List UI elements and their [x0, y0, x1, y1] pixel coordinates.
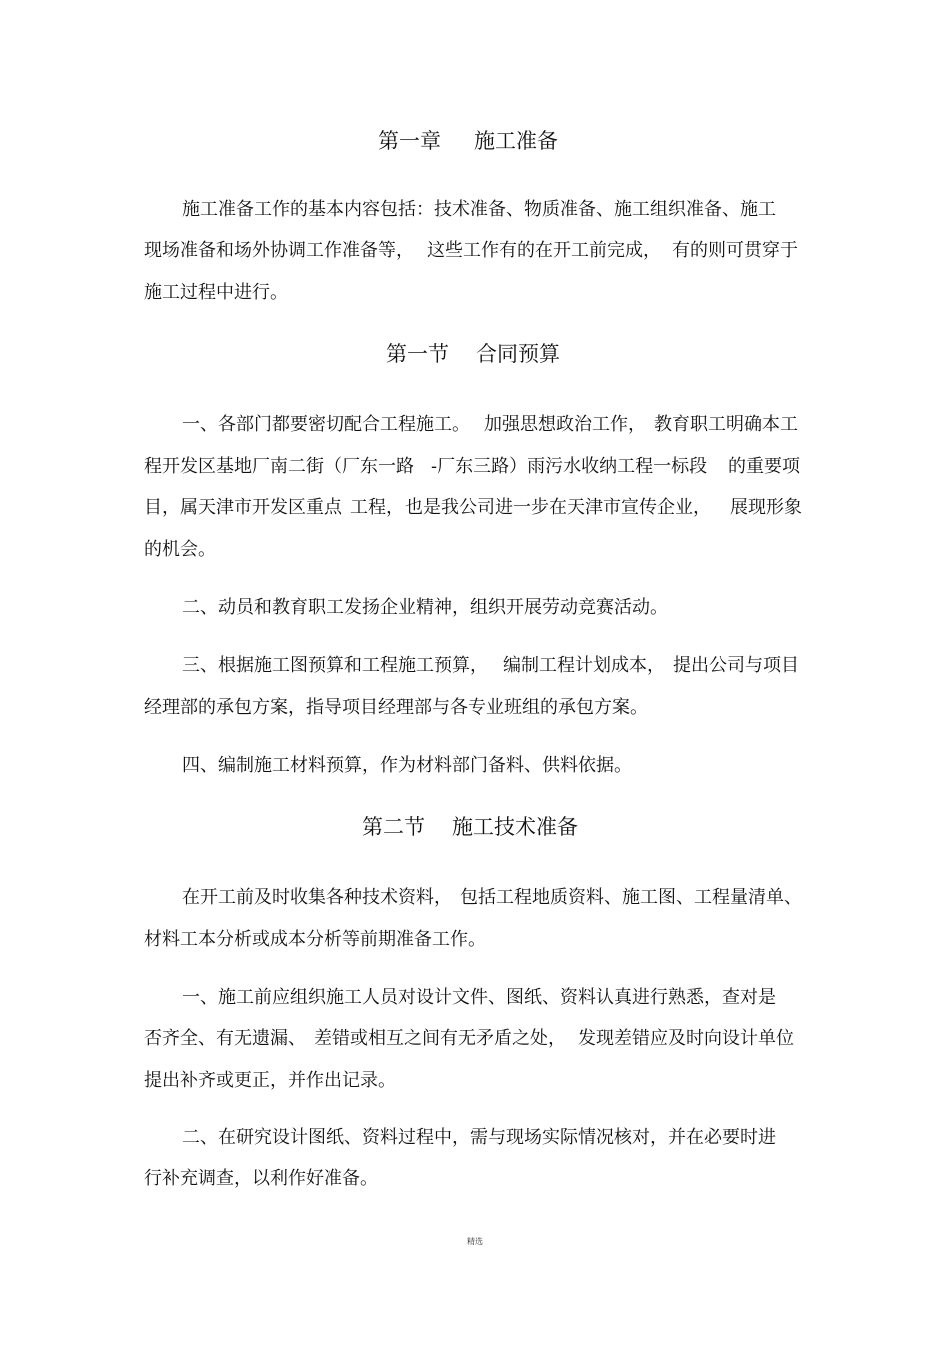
paragraph-line: 二、动员和教育职工发扬企业精神，组织开展劳动竞赛活动。: [182, 597, 668, 618]
paragraph-line: 也是我公司进一步在天津市宣传企业，: [405, 497, 711, 518]
chapter-label: 第一章: [378, 129, 441, 153]
paragraph-line: 在开工前及时收集各种技术资料，: [182, 887, 452, 908]
section-title: 施工技术准备: [452, 815, 578, 839]
section-label: 第二节: [362, 815, 425, 839]
paragraph-line: 发现差错应及时向设计单位: [578, 1028, 794, 1049]
paragraph-line: 程开发区基地厂南二街（厂东一路: [144, 456, 414, 477]
intro-line: 有的则可贯穿于: [672, 240, 798, 261]
paragraph-line: 经理部的承包方案，指导项目经理部与各专业班组的承包方案。: [144, 697, 648, 718]
paragraph-line: 否齐全、有无遗漏、: [144, 1028, 306, 1049]
intro-line: 施工过程中进行。: [144, 282, 288, 303]
paragraph-line: 二、在研究设计图纸、资料过程中，需与现场实际情况核对，并在必要时进: [182, 1127, 776, 1148]
chapter-title: 施工准备: [474, 129, 558, 153]
paragraph-line: 编制工程计划成本，: [503, 655, 665, 676]
paragraph-line: 工程，: [350, 497, 404, 518]
page-footer: 精选: [467, 1237, 483, 1246]
section-title: 合同预算: [476, 342, 560, 366]
section-label: 第一节: [386, 342, 449, 366]
intro-line: 施工准备工作的基本内容包括：技术准备、物质准备、施工组织准备、施工: [182, 199, 776, 220]
paragraph-line: 教育职工明确本工: [654, 414, 798, 435]
intro-line: 现场准备和场外协调工作准备等，: [144, 240, 414, 261]
paragraph-line: 四、编制施工材料预算，作为材料部门备料、供料依据。: [182, 755, 632, 776]
paragraph-line: 行补充调查，以利作好准备。: [144, 1168, 378, 1189]
paragraph-line: 展现形象: [730, 497, 802, 518]
paragraph-line: 一、施工前应组织施工人员对设计文件、图纸、资料认真进行熟悉，查对是: [182, 987, 776, 1008]
paragraph-line: 提出公司与项目: [673, 655, 799, 676]
paragraph-line: 差错或相互之间有无矛盾之处，: [314, 1028, 566, 1049]
paragraph-line: 三、根据施工图预算和工程施工预算，: [182, 655, 488, 676]
paragraph-line: 的重要项: [728, 456, 800, 477]
paragraph-line: 一、各部门都要密切配合工程施工。: [182, 414, 470, 435]
paragraph-line: 包括工程地质资料、施工图、工程量清单、: [460, 887, 802, 908]
paragraph-line: 目，属天津市开发区重点: [144, 497, 342, 518]
paragraph-line: 加强思想政治工作，: [484, 414, 646, 435]
intro-line: 这些工作有的在开工前完成，: [427, 240, 661, 261]
paragraph-line: 提出补齐或更正，并作出记录。: [144, 1070, 396, 1091]
paragraph-line: 的机会。: [144, 539, 216, 560]
paragraph-line: 材料工本分析或成本分析等前期准备工作。: [144, 929, 486, 950]
paragraph-line: -厂东三路）雨污水收纳工程一标段: [431, 456, 708, 477]
